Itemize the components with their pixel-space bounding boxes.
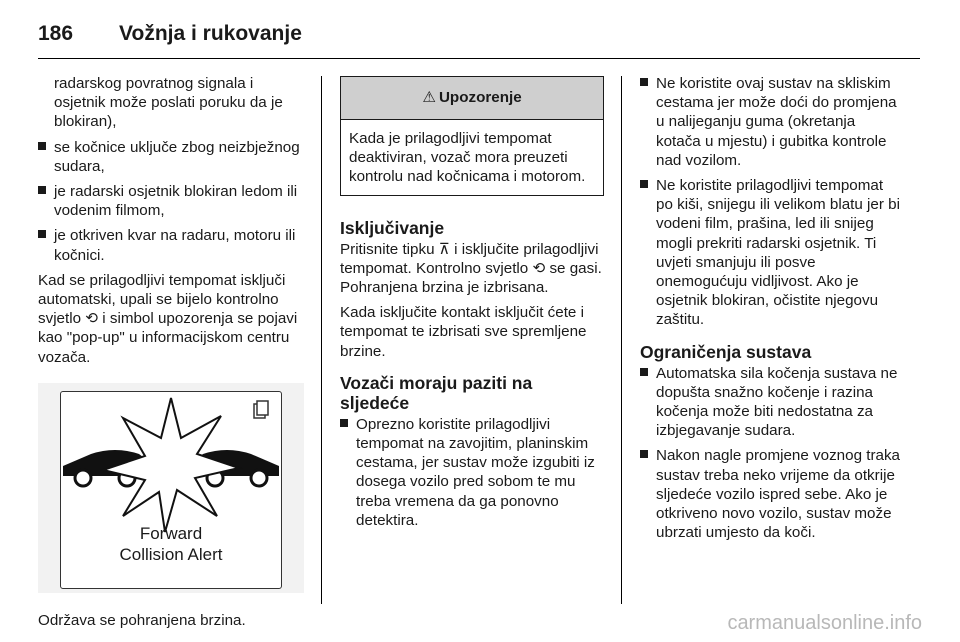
column-divider bbox=[321, 76, 322, 604]
continued-text: radarskog povratnog signala i osjetnik može poslati poruku da je blokiran), bbox=[54, 75, 283, 131]
figure-caption-line1: Forward bbox=[139, 523, 203, 543]
bullet-marker bbox=[640, 180, 648, 188]
column-3 bbox=[640, 74, 904, 548]
warning-triangle-icon: ⚠ bbox=[422, 88, 436, 107]
warning-box bbox=[340, 76, 604, 196]
bullet-marker bbox=[640, 450, 648, 458]
condition-list bbox=[38, 138, 304, 265]
bullet-marker bbox=[640, 368, 648, 376]
cruise-control-lamp-icon: ⟲ bbox=[532, 258, 546, 277]
column-2 bbox=[340, 74, 604, 536]
section-heading-drivers: Vozači moraju paziti na sljedeće bbox=[340, 372, 533, 413]
auto-off-paragraph: Kad se prilagodljivi tempomat isključi automatski, upali se bijelo kontrolno svjetlo ⟲ i simbol upozorenja se pojavi kao "pop-up" u informacijskom centru vozača. bbox=[38, 271, 298, 366]
watermark: carmanualsonline.info bbox=[727, 612, 922, 634]
column-1 bbox=[38, 74, 304, 636]
bullet-marker bbox=[38, 142, 46, 150]
warning-header bbox=[341, 77, 603, 120]
caution-list bbox=[640, 74, 904, 330]
page-corner-icon bbox=[254, 401, 268, 418]
ignition-paragraph: Kada isključite kontakt isključit ćete i tempomat te izbrisati sve spremljene brzine. bbox=[340, 304, 587, 360]
bullet-marker bbox=[340, 419, 348, 427]
list-item: Ne koristite prilagodljivi tempomat po kiši, snijegu ili velikom blatu jer bi vodeni film, prašina, led ili snijeg mogli prekriti radarski osjetnik. Ti uvjeti smanjuju ili posve onemogućuju vidljivost. Ako je osjetnik blokiran, očistite njegovu zaštitu. bbox=[640, 176, 904, 330]
list-item: je otkriven kvar na radaru, motoru ili kočnici. bbox=[38, 226, 304, 264]
figure-caption-line2: Collision Alert bbox=[119, 544, 223, 564]
page-number: 186 bbox=[38, 22, 74, 45]
bullet-marker bbox=[640, 78, 648, 86]
page-title: Vožnja i rukovanje bbox=[119, 22, 302, 45]
list-item: je radarski osjetnik blokiran ledom ili vodenim filmom, bbox=[38, 182, 304, 220]
drivers-list bbox=[340, 415, 604, 530]
off-paragraph: Pritisnite tipku ⊼ i isključite prilagodljivi tempomat. Kontrolno svjetlo ⟲ se gasi. Pohranjena brzina je izbrisana. bbox=[340, 239, 602, 297]
cruise-control-lamp-icon: ⟲ bbox=[85, 309, 99, 328]
list-item: Ne koristite ovaj sustav na skliskim cestama jer može doći do promjena u nalijeganju guma (okretanja kotača u mjestu) i gubitka kontrole nad vozilom. bbox=[640, 74, 904, 170]
speed-stored-text: Održava se pohranjena brzina. bbox=[38, 611, 246, 629]
list-item: Automatska sila kočenja sustava ne dopušta snažno kočenje i razina kočenja može biti nedostatna za izbjegavanje sudara. bbox=[640, 364, 904, 441]
alert-display-frame bbox=[60, 391, 282, 589]
bullet-marker bbox=[38, 186, 46, 194]
column-divider bbox=[621, 76, 622, 604]
section-heading-limits: Ograničenja sustava bbox=[640, 341, 812, 362]
limits-list bbox=[640, 364, 904, 543]
warning-body: Kada je prilagodljivi tempomat deaktiviran, vozač mora preuzeti kontrolu nad kočnicama i motorom. bbox=[349, 130, 586, 186]
section-heading-off: Isključivanje bbox=[340, 217, 445, 238]
warning-title: Upozorenje bbox=[438, 89, 522, 107]
cruise-control-button-icon: ⊼ bbox=[438, 239, 450, 258]
page-header bbox=[38, 14, 302, 54]
forward-collision-alert-figure bbox=[38, 383, 304, 593]
list-item: se kočnice uključe zbog neizbježnog sudara, bbox=[38, 138, 304, 176]
list-item: Oprezno koristite prilagodljivi tempomat na zavojitim, planinskim cestama, jer sustav može izgubiti iz dosega vozilo pred sobom te mu treba vremena da ga ponovno detektira. bbox=[340, 415, 604, 530]
list-item: Nakon nagle promjene voznog traka sustav treba neko vrijeme da otkrije sljedeće vozilo ispred sebe. Ako je otkriveno novo vozilo, sustav može ubrzati umjesto da koči. bbox=[640, 446, 904, 542]
impact-star-icon bbox=[103, 398, 239, 532]
header-rule bbox=[38, 58, 920, 59]
bullet-marker bbox=[38, 230, 46, 238]
